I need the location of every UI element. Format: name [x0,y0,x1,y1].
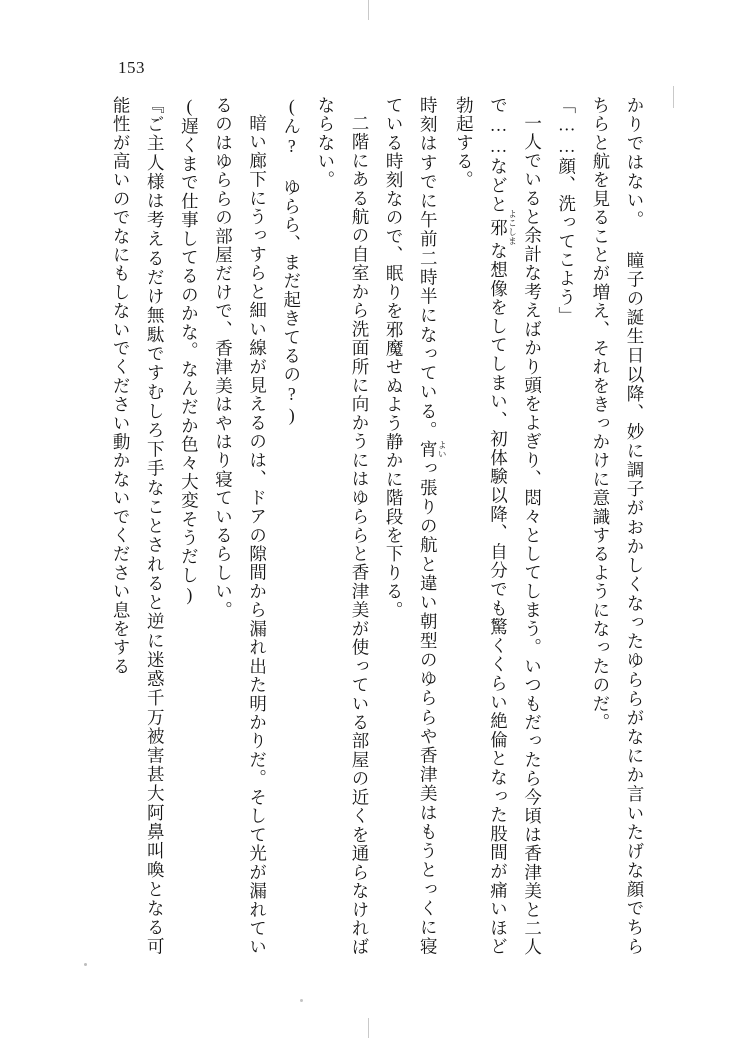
page-edge-mark-right [673,86,674,108]
paragraph-thought: (遅くまで仕事してるのかな。なんだか色々大変そうだし) [179,96,200,606]
paragraph: 暗い廊下にうっすらと細い線が見えるのは、ドアの隙間から漏れ出た明かりだ。そして光が漏れているのはゆららの部屋だけで、香津美はやはり寝ているらしい。 [213,96,268,956]
page-edge-mark-top [368,0,369,20]
page-speck-center [300,999,303,1002]
page-speck-left [84,963,87,966]
paragraph: 時刻はすでに午前二時半になっている。宵 よいっ張りの航と違い朝型のゆららや香津美はもうとっくに寝ている時刻なので、眠りを邪魔せぬよう静かに階段を下りる。 [384,96,448,956]
paragraph-quote: 『ご主人様は考えるだけ無駄ですむしろ下手なことされると逆に迷惑千万被害甚大阿鼻叫喚となる可能性が高いのでなにもしないでください動かないでください息をする [111,96,166,956]
page-edge-mark-bottom [368,1018,369,1038]
paragraph: 二階にある航の自室から洗面所に向かうにはゆららと香津美が使っている部屋の近くを通らなければならない。 [315,96,370,956]
paragraph-dialogue: 「……顔、洗ってこよう」 [556,96,577,326]
paragraph: 一人でいると余計な考えばかり頭をよぎり、悶々としてしまう。いつもだったら今頃は香津美と二人で……などと邪 よこしまな想像をしてしまい、初体験以降、自分でも驚くくらい絶倫となった股間が痛いほど勃起する。 [454,96,543,956]
ruby-annotation: 宵 よい [418,440,448,460]
page-number: 153 [118,58,145,77]
paragraph-thought: (ん? ゆらら、まだ起きてるの?) [281,96,302,427]
ruby-annotation: 邪 よこしま [488,209,518,246]
body-text [86,96,652,956]
paragraph: かりではない。 瞳子の誕生日以降、妙に調子がおかしくなったゆららがなにか言いたげな顔でちらちらと航を見ることが増え、それをきっかけに意識するようになったのだ。 [590,96,645,956]
